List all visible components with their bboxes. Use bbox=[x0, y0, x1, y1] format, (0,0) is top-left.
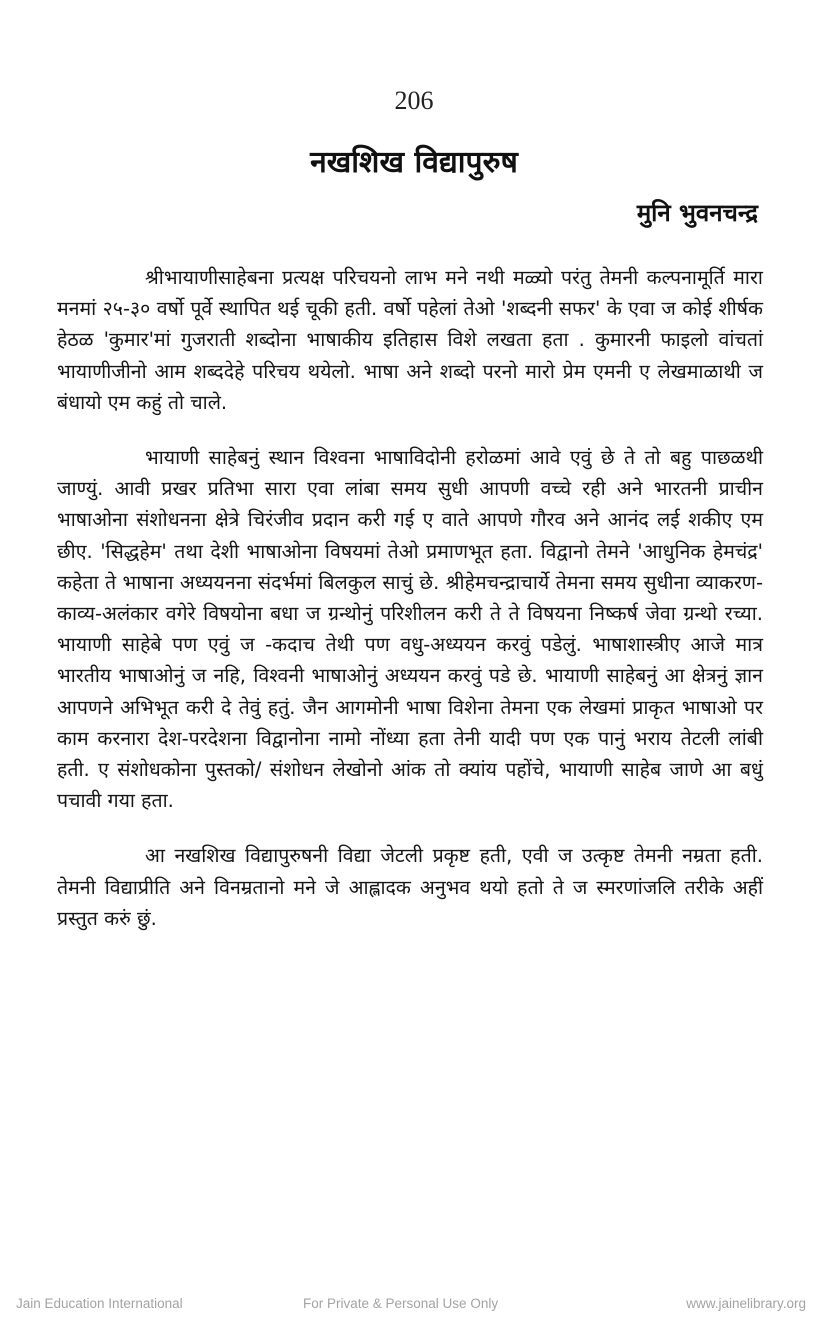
paragraph: आ नखशिख विद्यापुरुषनी विद्या जेटली प्रकृष्ट हती, एवी ज उत्कृष्ट तेमनी नम्रता हती. तेमनी विद्याप्रीति अने विनम्रतानो मने जे आह्लादक अनुभव थयो हतो ते ज स्मरणांजलि तरीके अहीं प्रस्तुत करुं छुं. bbox=[57, 844, 763, 930]
article-body bbox=[57, 262, 763, 958]
page-footer bbox=[0, 1296, 828, 1320]
author-name: मुनि भुवनचन्द्र bbox=[636, 199, 758, 227]
footer-publisher: Jain Education International bbox=[16, 1296, 183, 1311]
paragraph: श्रीभायाणीसाहेबना प्रत्यक्ष परिचयनो लाभ मने नथी मळ्यो परंतु तेमनी कल्पनामूर्ति मारा मनमां २५-३० वर्षो पूर्वे स्थापित थई चूकी हती. वर्षो पहेलां तेओ 'शब्दनी सफर' के एवा ज कोई शीर्षक हेठळ 'कुमार'मां गुजराती शब्दोना भाषाकीय इतिहास विशे लखता हता . कुमारनी फाइलो वांचतां भायाणीजीनो आम शब्ददेहे परिचय थयेलो. भाषा अने शब्दो परनो मारो प्रेम एमनी ए लेखमाळाथी ज बंधायो एम कहुं तो चाले. bbox=[57, 266, 763, 414]
page-number: 206 bbox=[394, 86, 434, 115]
footer-website: www.jainelibrary.org bbox=[686, 1296, 806, 1311]
footer-usage-notice: For Private & Personal Use Only bbox=[303, 1296, 499, 1311]
article-title: नखशिख विद्यापुरुष bbox=[310, 145, 518, 180]
paragraph: भायाणी साहेबनुं स्थान विश्वना भाषाविदोनी हरोळमां आवे एवुं छे ते तो बहु पाछळथी जाण्युं. आवी प्रखर प्रतिभा सारा एवा लांबा समय सुधी आपणी वच्चे रही अने भारतनी प्राचीन भाषाओना संशोधनना क्षेत्रे चिरंजीव प्रदान करी गई ए वाते आपणे गौरव अने आनंद लई शकीए एम छीए. 'सिद्धहेम' तथा देशी भाषाओना विषयमां तेओ प्रमाणभूत हता. विद्वानो तेमने 'आधुनिक हेमचंद्र' कहेता ते भाषाना अध्ययनना संदर्भमां बिलकुल साचुं छे. श्रीहेमचन्द्राचार्ये तेमना समय सुधीना व्याकरण-काव्य-अलंकार वगेरे विषयोना बधा ज ग्रन्थोनुं परिशीलन करी ते ते विषयना निष्कर्ष जेवा ग्रन्थो रच्या. भायाणी साहेबे पण एवुं ज -कदाच तेथी पण वधु-अध्ययन करवुं पडेलुं. भाषाशास्त्रीए आजे मात्र भारतीय भाषाओनुं ज नहि, विश्वनी भाषाओनुं अध्ययन करवुं पडे छे. भायाणी साहेबनुं आ क्षेत्रनुं ज्ञान आपणने अभिभूत करी दे तेवुं हतुं. जैन आगमोनी भाषा विशेना तेमना एक लेखमां प्राकृत भाषाओ पर काम करनारा देश-परदेशना विद्वानोना नामो नोंध्या हता तेनी यादी पण एक पानुं भराय तेटली लांबी हती. ए संशोधकोना पुस्तको/ संशोधन लेखोनो आंक तो क्यांय पहोंचे, भायाणी साहेब जाणे आ बधुं पचावी गया हता. bbox=[57, 446, 763, 813]
